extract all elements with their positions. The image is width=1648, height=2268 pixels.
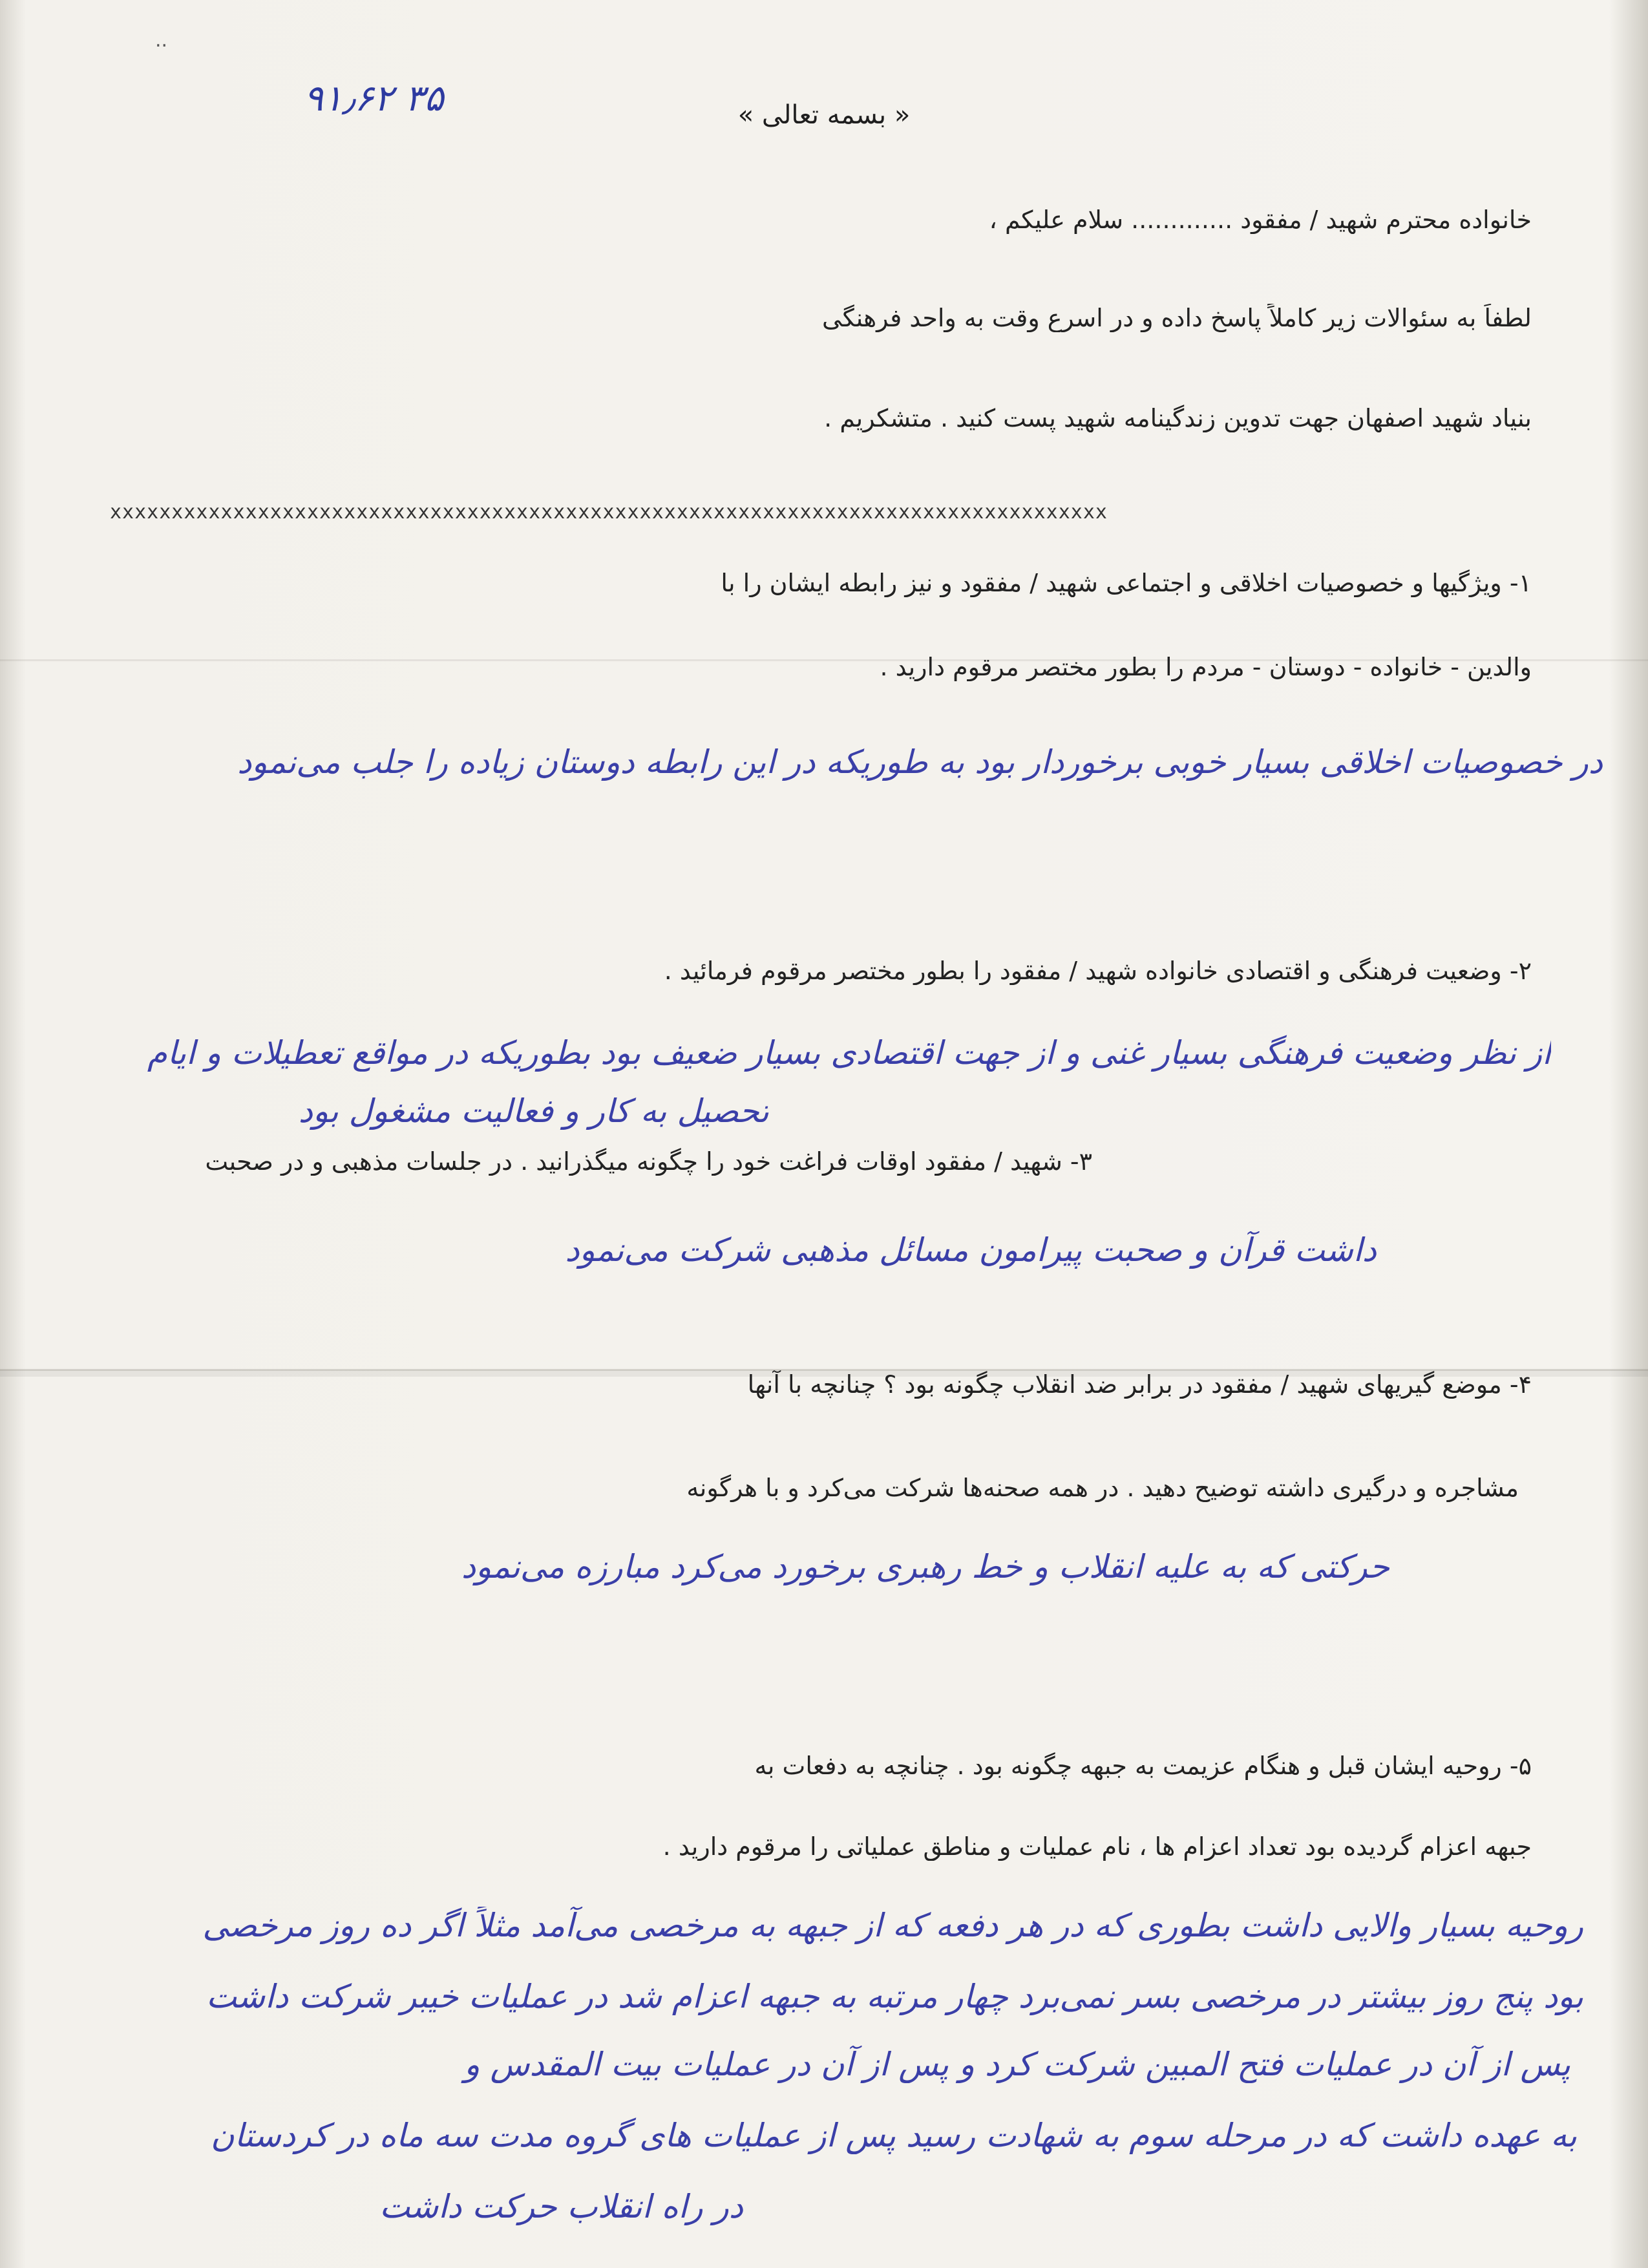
corner-dots: .. [155, 29, 168, 52]
answer-1-line: در خصوصیات اخلاقی بسیار خوبی برخوردار بود به طوریکه در این رابطه دوستان زیاده را جلب می‌نمود [237, 743, 1603, 781]
question-4-line: مشاجره و درگیری داشته توضیح دهید . در همه صحنه‌ها شرکت می‌کرد و با هرگونه [686, 1474, 1519, 1502]
answer-3-line: داشت قرآن و صحبت پیرامون مسائل مذهبی شرکت می‌نمود [565, 1231, 1377, 1269]
reference-number: ۹۱٫۶۲ ۳۵ [304, 78, 444, 120]
question-4-line: ۴- موضع گیریهای شهید / مفقود در برابر ضد انقلاب چگونه بود ؟ چنانچه با آنها [747, 1370, 1532, 1399]
answer-4-line: حرکتی که به علیه انقلاب و خط رهبری برخورد می‌کرد مبارزه می‌نمود [461, 1548, 1389, 1585]
intro-line: لطفاً به سئوالات زیر کاملاً پاسخ داده و در اسرع وقت به واحد فرهنگی [822, 304, 1532, 332]
intro-line: بنیاد شهید اصفهان جهت تدوین زندگینامه شهید پست کنید . متشکریم . [824, 404, 1532, 432]
answer-5-line: بود پنج روز بیشتر در مرخصی بسر نمی‌برد چهار مرتبه به جبهه اعزام شد در عملیات خیبر شرکت داشت [206, 1978, 1583, 2015]
question-3-line: ۳- شهید / مفقود اوقات فراغت خود را چگونه میگذرانید . در جلسات مذهبی و در صحبت [205, 1147, 1092, 1176]
question-5-line: جبهه اعزام گردیده بود تعداد اعزام ها ، نام عملیات و مناطق عملیاتی را مرقوم دارید . [662, 1832, 1532, 1861]
answer-5-line: در راه انقلاب حرکت داشت [379, 2188, 743, 2225]
answer-2-line: از نظر وضعیت فرهنگی بسیار غنی و از جهت اقتصادی بسیار ضعیف بود بطوریکه در مواقع تعطیلات و ایام [147, 1034, 1551, 1072]
separator-line: xxxxxxxxxxxxxxxxxxxxxxxxxxxxxxxxxxxxxxxxxxxxxxxxxxxxxxxxxxxxxxxxxxxxxxxxxxxxxxxxx [110, 501, 1108, 524]
question-2-line: ۲- وضعیت فرهنگی و اقتصادی خانواده شهید / مفقود را بطور مختصر مرقوم فرمائید . [664, 957, 1532, 985]
salutation: خانواده محترم شهید / مفقود ............. سلام علیکم ، [989, 206, 1532, 234]
question-5-line: ۵- روحیه ایشان قبل و هنگام عزیمت به جبهه چگونه بود . چنانچه به دفعات به [754, 1752, 1532, 1780]
answer-2-line: تحصیل به کار و فعالیت مشغول بود [298, 1092, 769, 1130]
answer-5-line: پس از آن در عملیات فتح المبین شرکت کرد و پس از آن در عملیات بیت المقدس و [464, 2046, 1570, 2083]
answer-5-line: روحیه بسیار والایی داشت بطوری که در هر دفعه که از جبهه به مرخصی می‌آمد مثلاً اگر ده روز مرخصی [202, 1907, 1583, 1944]
answer-5-line: به عهده داشت که در مرحله سوم به شهادت رسید پس از عملیات های گروه مدت سه ماه در کردستان [211, 2117, 1577, 2154]
question-1-line: والدین - خانواده - دوستان - مردم را بطور مختصر مرقوم دارید . [880, 653, 1532, 681]
page-title: « بسمه تعالی » [737, 100, 911, 130]
question-1-line: ۱- ویژگیها و خصوصیات اخلاقی و اجتماعی شهید / مفقود و نیز رابطه ایشان را با [721, 569, 1532, 597]
